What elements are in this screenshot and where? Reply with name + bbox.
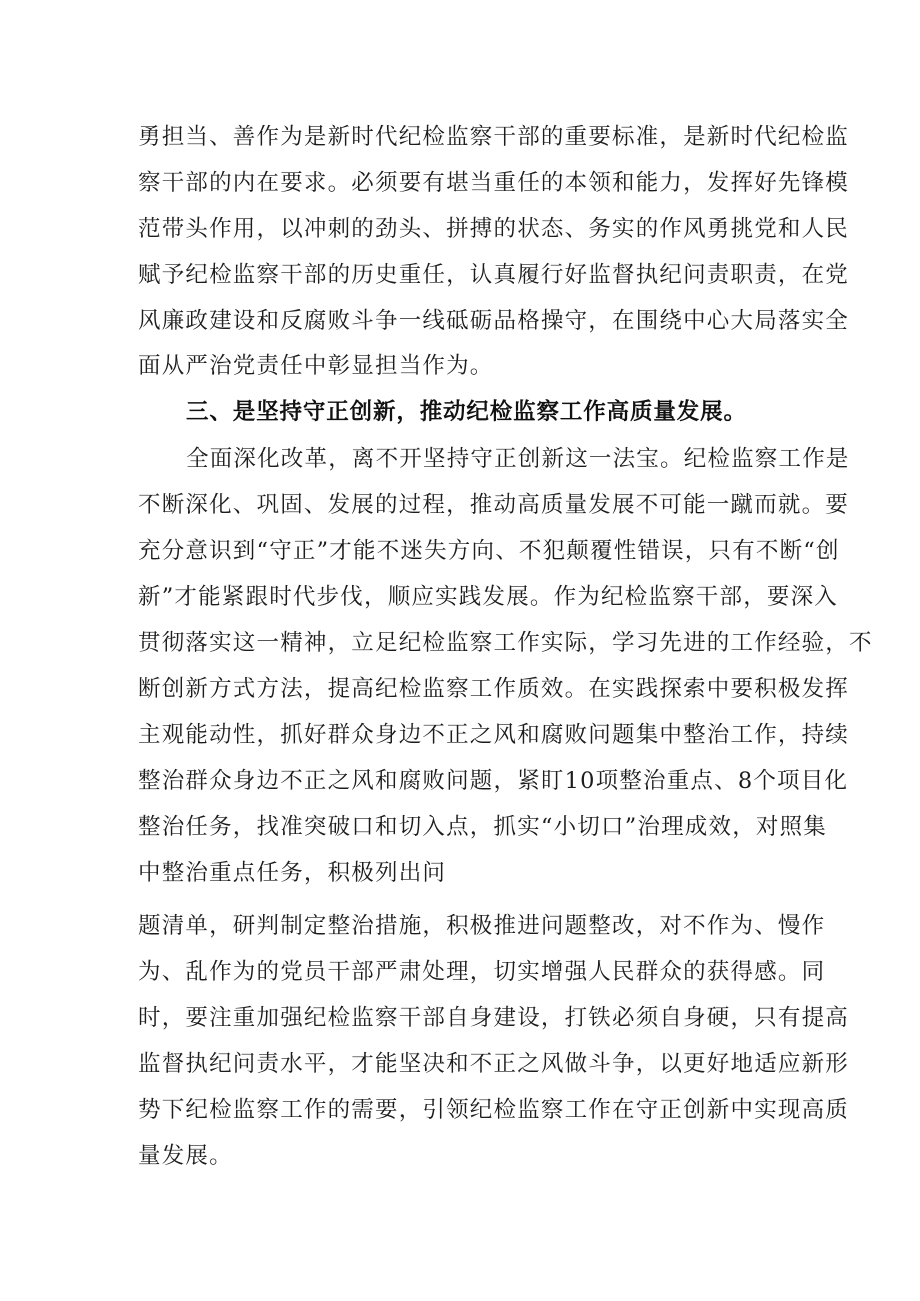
paragraph-2-line-9: 整治任务，找准突破口和切入点，抓实“小切口”治理成效，对照集: [138, 814, 828, 840]
paragraph-1-line-6: 面从严治党责任中彰显担当作为。: [138, 353, 494, 379]
paragraph-1-line-4: 赋予纪检监察干部的历史重任，认真履行好监督执纪问责职责，在党: [138, 262, 850, 288]
paragraph-1-line-1: 勇担当、善作为是新时代纪检监察干部的重要标准，是新时代纪检监: [138, 124, 850, 150]
paragraph-1-line-5: 风廉政建设和反腐败斗争一线砥砺品格操守，在围绕中心大局落实全: [138, 308, 850, 334]
paragraph-2-line-1: 全面深化改革，离不开坚持守正创新这一法宝。纪检监察工作是: [186, 446, 850, 472]
paragraph-1-line-2: 察干部的内在要求。必须要有堪当重任的本领和能力，发挥好先锋模: [138, 170, 850, 196]
paragraph-3-line-4: 监督执纪问责水平，才能坚决和不正之风做斗争，以更好地适应新形: [138, 1051, 850, 1077]
paragraph-2-line-8: 整治群众身边不正之风和腐败问题，紧盯10项整治重点、8个项目化: [138, 768, 849, 794]
paragraph-3-line-1: 题清单，研判制定整治措施，积极推进问题整改，对不作为、慢作: [138, 913, 826, 939]
paragraph-2-line-6: 断创新方式方法，提高纪检监察工作质效。在实践探索中要积极发挥: [138, 676, 850, 702]
paragraph-2-line-4: 新”才能紧跟时代步伐，顺应实践发展。作为纪检监察干部，要深入: [138, 584, 839, 610]
paragraph-3-line-5: 势下纪检监察工作的需要，引领纪检监察工作在守正创新中实现高质: [138, 1097, 850, 1123]
paragraph-1-line-3: 范带头作用，以冲刺的劲头、拼搏的状态、务实的作风勇挑党和人民: [138, 216, 850, 242]
paragraph-2-line-10: 中整治重点任务，积极列出问: [138, 860, 447, 886]
paragraph-2-line-7: 主观能动性，抓好群众身边不正之风和腐败问题集中整治工作，持续: [138, 722, 850, 748]
paragraph-2-line-5: 贯彻落实这一精神，立足纪检监察工作实际，学习先进的工作经验，不: [138, 630, 873, 656]
paragraph-3-line-2: 为、乱作为的党员干部严肃处理，切实增强人民群众的获得感。同: [138, 959, 826, 985]
paragraph-2-line-3: 充分意识到“守正”才能不迷失方向、不犯颠覆性错误，只有不断“创: [138, 538, 840, 564]
paragraph-3-line-6: 量发展。: [138, 1143, 233, 1169]
section-heading: 三、是坚持守正创新，推动纪检监察工作高质量发展。: [186, 399, 746, 425]
paragraph-2-line-2: 不断深化、巩固、发展的过程，推动高质量发展不可能一蹴而就。要: [138, 492, 850, 518]
paragraph-3-line-3: 时，要注重加强纪检监察干部自身建设，打铁必须自身硬，只有提高: [138, 1005, 850, 1031]
